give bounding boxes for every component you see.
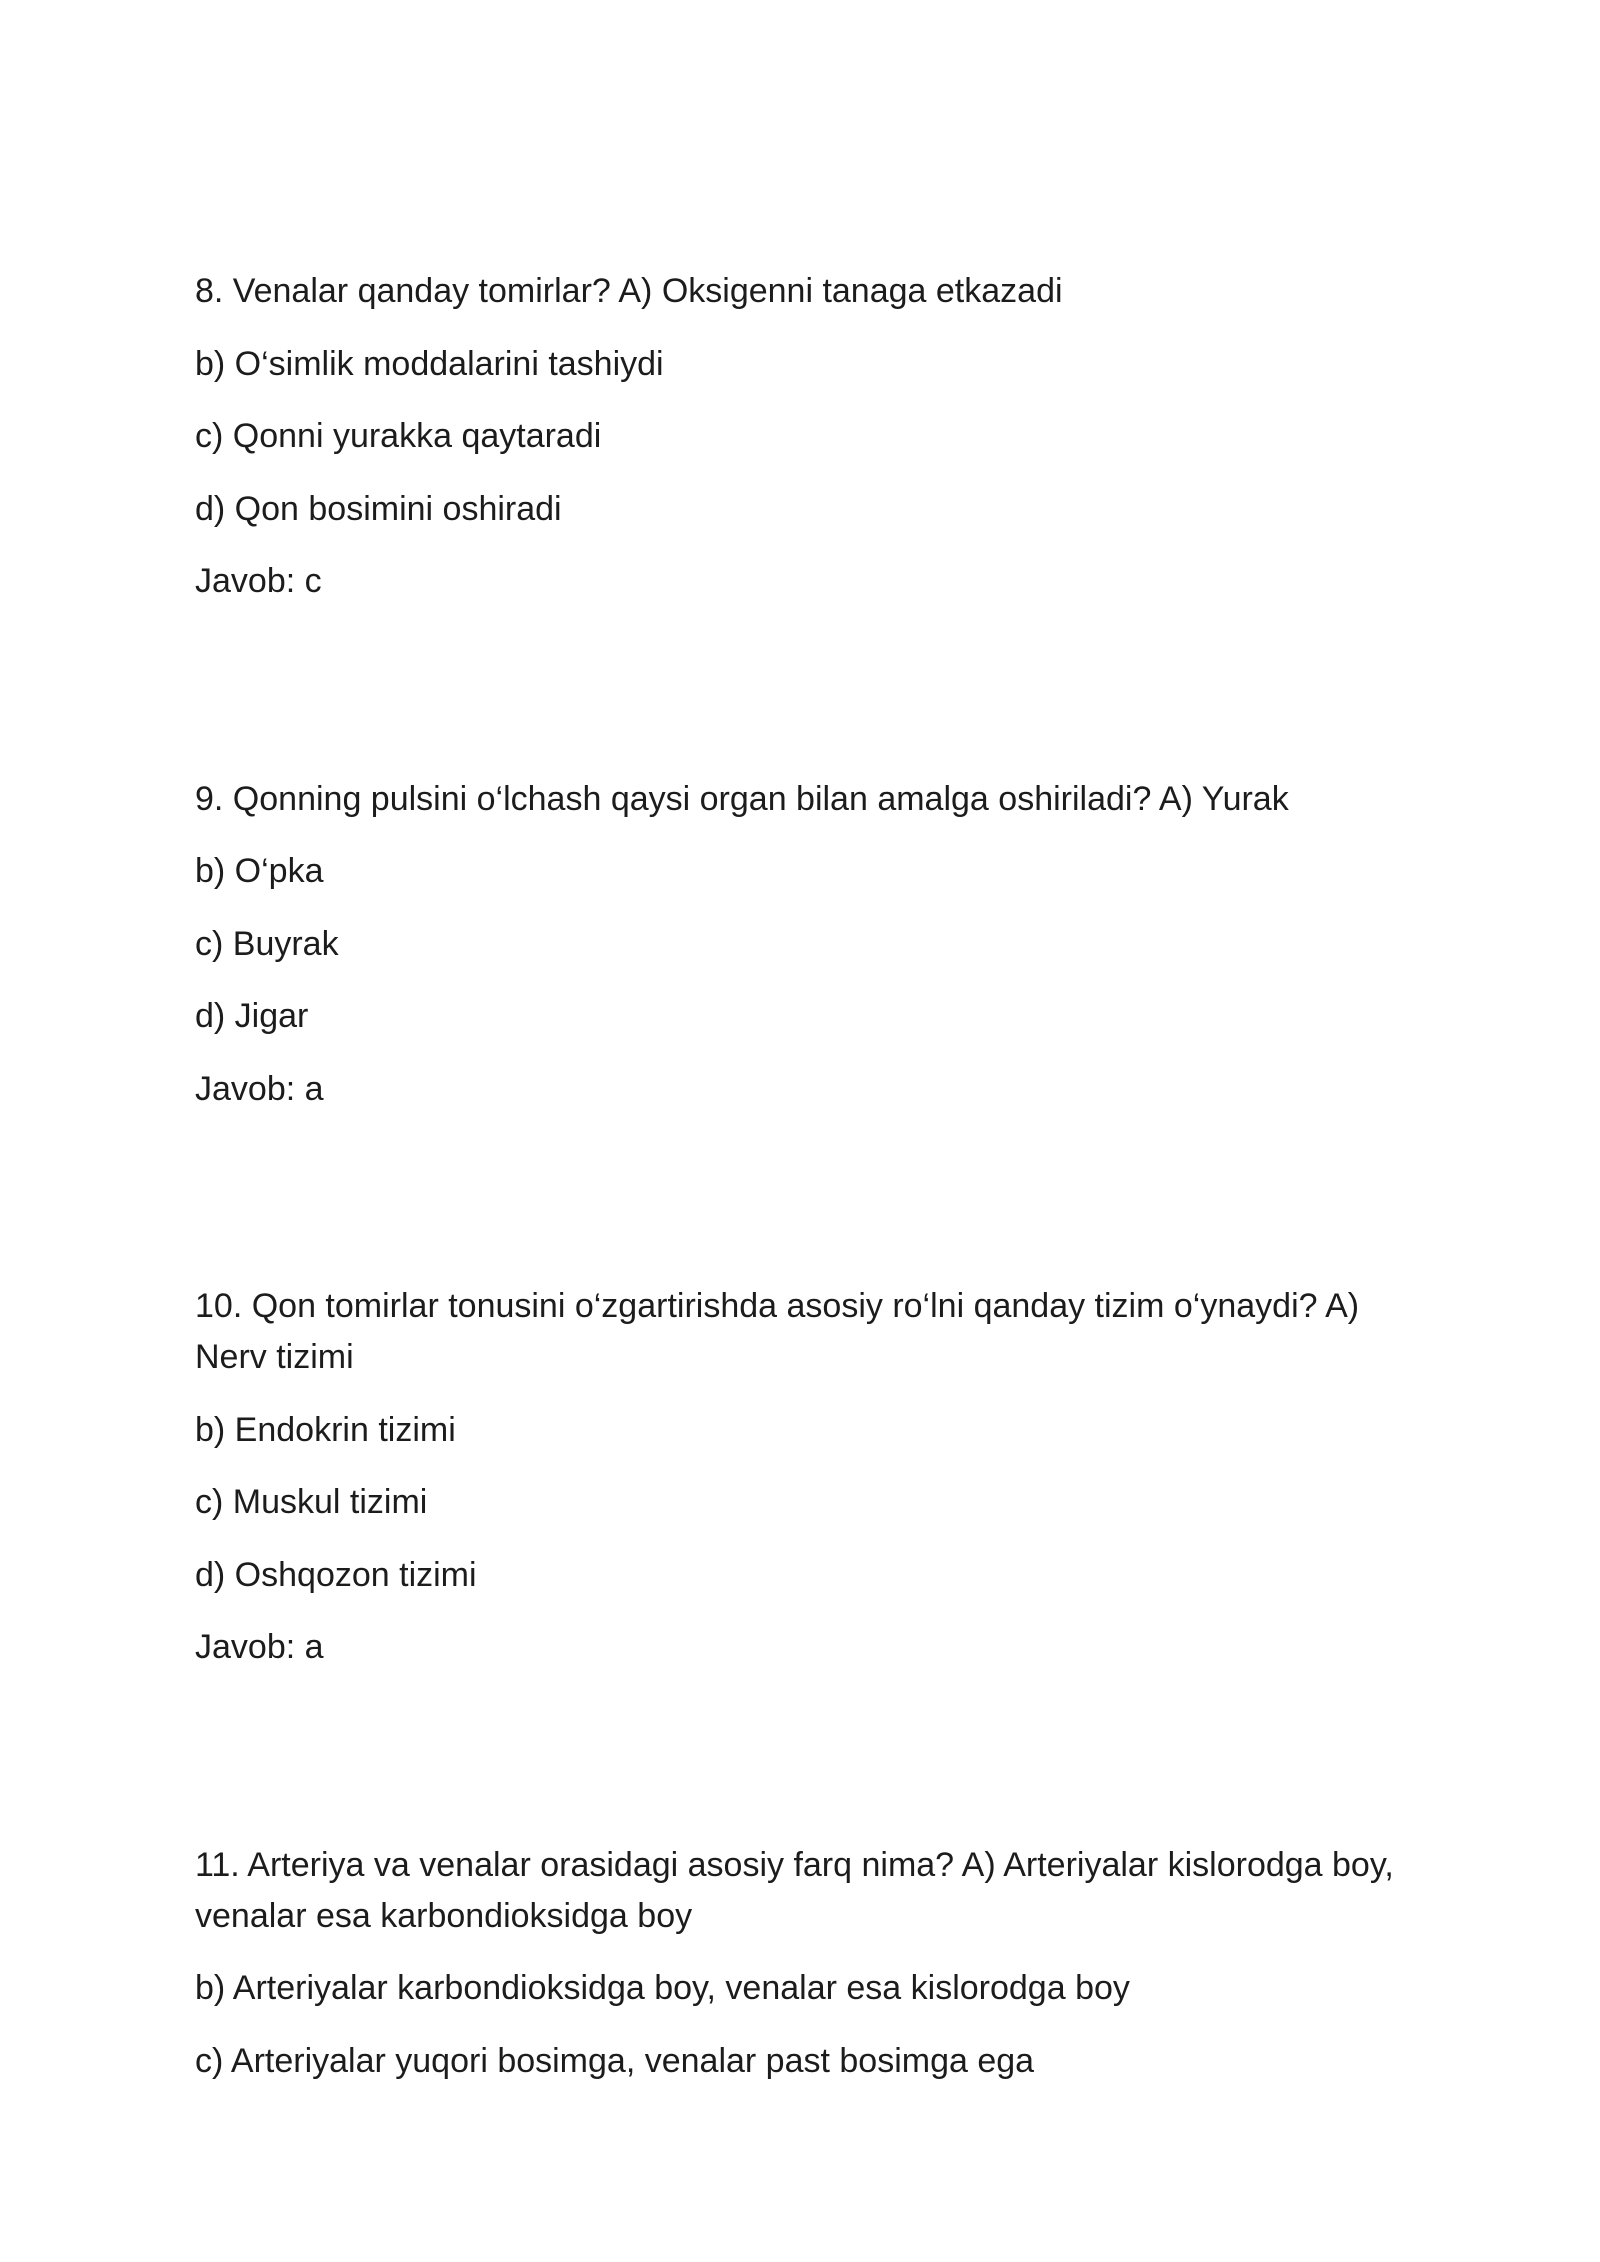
question-block-11 bbox=[195, 1840, 1423, 2087]
question-block-9 bbox=[195, 774, 1423, 1282]
option-b: b) O‘simlik moddalarini tashiydi bbox=[195, 344, 664, 383]
option-c: c) Muskul tizimi bbox=[195, 1483, 428, 1521]
question-text: 8. Venalar qanday tomirlar? A) Oksigenni tanaga etkazadi bbox=[195, 272, 1063, 310]
answer-text: Javob: c bbox=[195, 562, 322, 600]
option-b: b) Arteriyalar karbondioksidga boy, venalar esa kislorodga boy bbox=[195, 1969, 1130, 2007]
document-body bbox=[195, 266, 1423, 2087]
option-b: b) Endokrin tizimi bbox=[195, 1410, 456, 1449]
answer-text: Javob: a bbox=[195, 1628, 324, 1666]
option-d: d) Jigar bbox=[195, 997, 309, 1035]
option-b: b) O‘pka bbox=[195, 852, 324, 890]
option-c: c) Qonni yurakka qaytaradi bbox=[195, 417, 602, 455]
question-text: 11. Arteriya va venalar orasidagi asosiy farq nima? A) Arteriyalar kislorodga boy, venalar esa karbondioksidga boy bbox=[195, 1845, 1394, 1935]
option-d: d) Qon bosimini oshiradi bbox=[195, 489, 562, 528]
option-c: c) Arteriyalar yuqori bosimga, venalar past bosimga ega bbox=[195, 2041, 1035, 2080]
option-c: c) Buyrak bbox=[195, 924, 339, 963]
question-block-8 bbox=[195, 266, 1423, 774]
option-d: d) Oshqozon tizimi bbox=[195, 1555, 477, 1594]
question-text: 10. Qon tomirlar tonusini o‘zgartirishda asosiy ro‘lni qanday tizim o‘ynaydi? A) Nerv tizimi bbox=[195, 1287, 1360, 1376]
question-block-10 bbox=[195, 1281, 1423, 1840]
question-text: 9. Qonning pulsini o‘lchash qaysi organ bilan amalga oshiriladi? A) Yurak bbox=[195, 779, 1289, 818]
answer-text: Javob: a bbox=[195, 1069, 324, 1108]
